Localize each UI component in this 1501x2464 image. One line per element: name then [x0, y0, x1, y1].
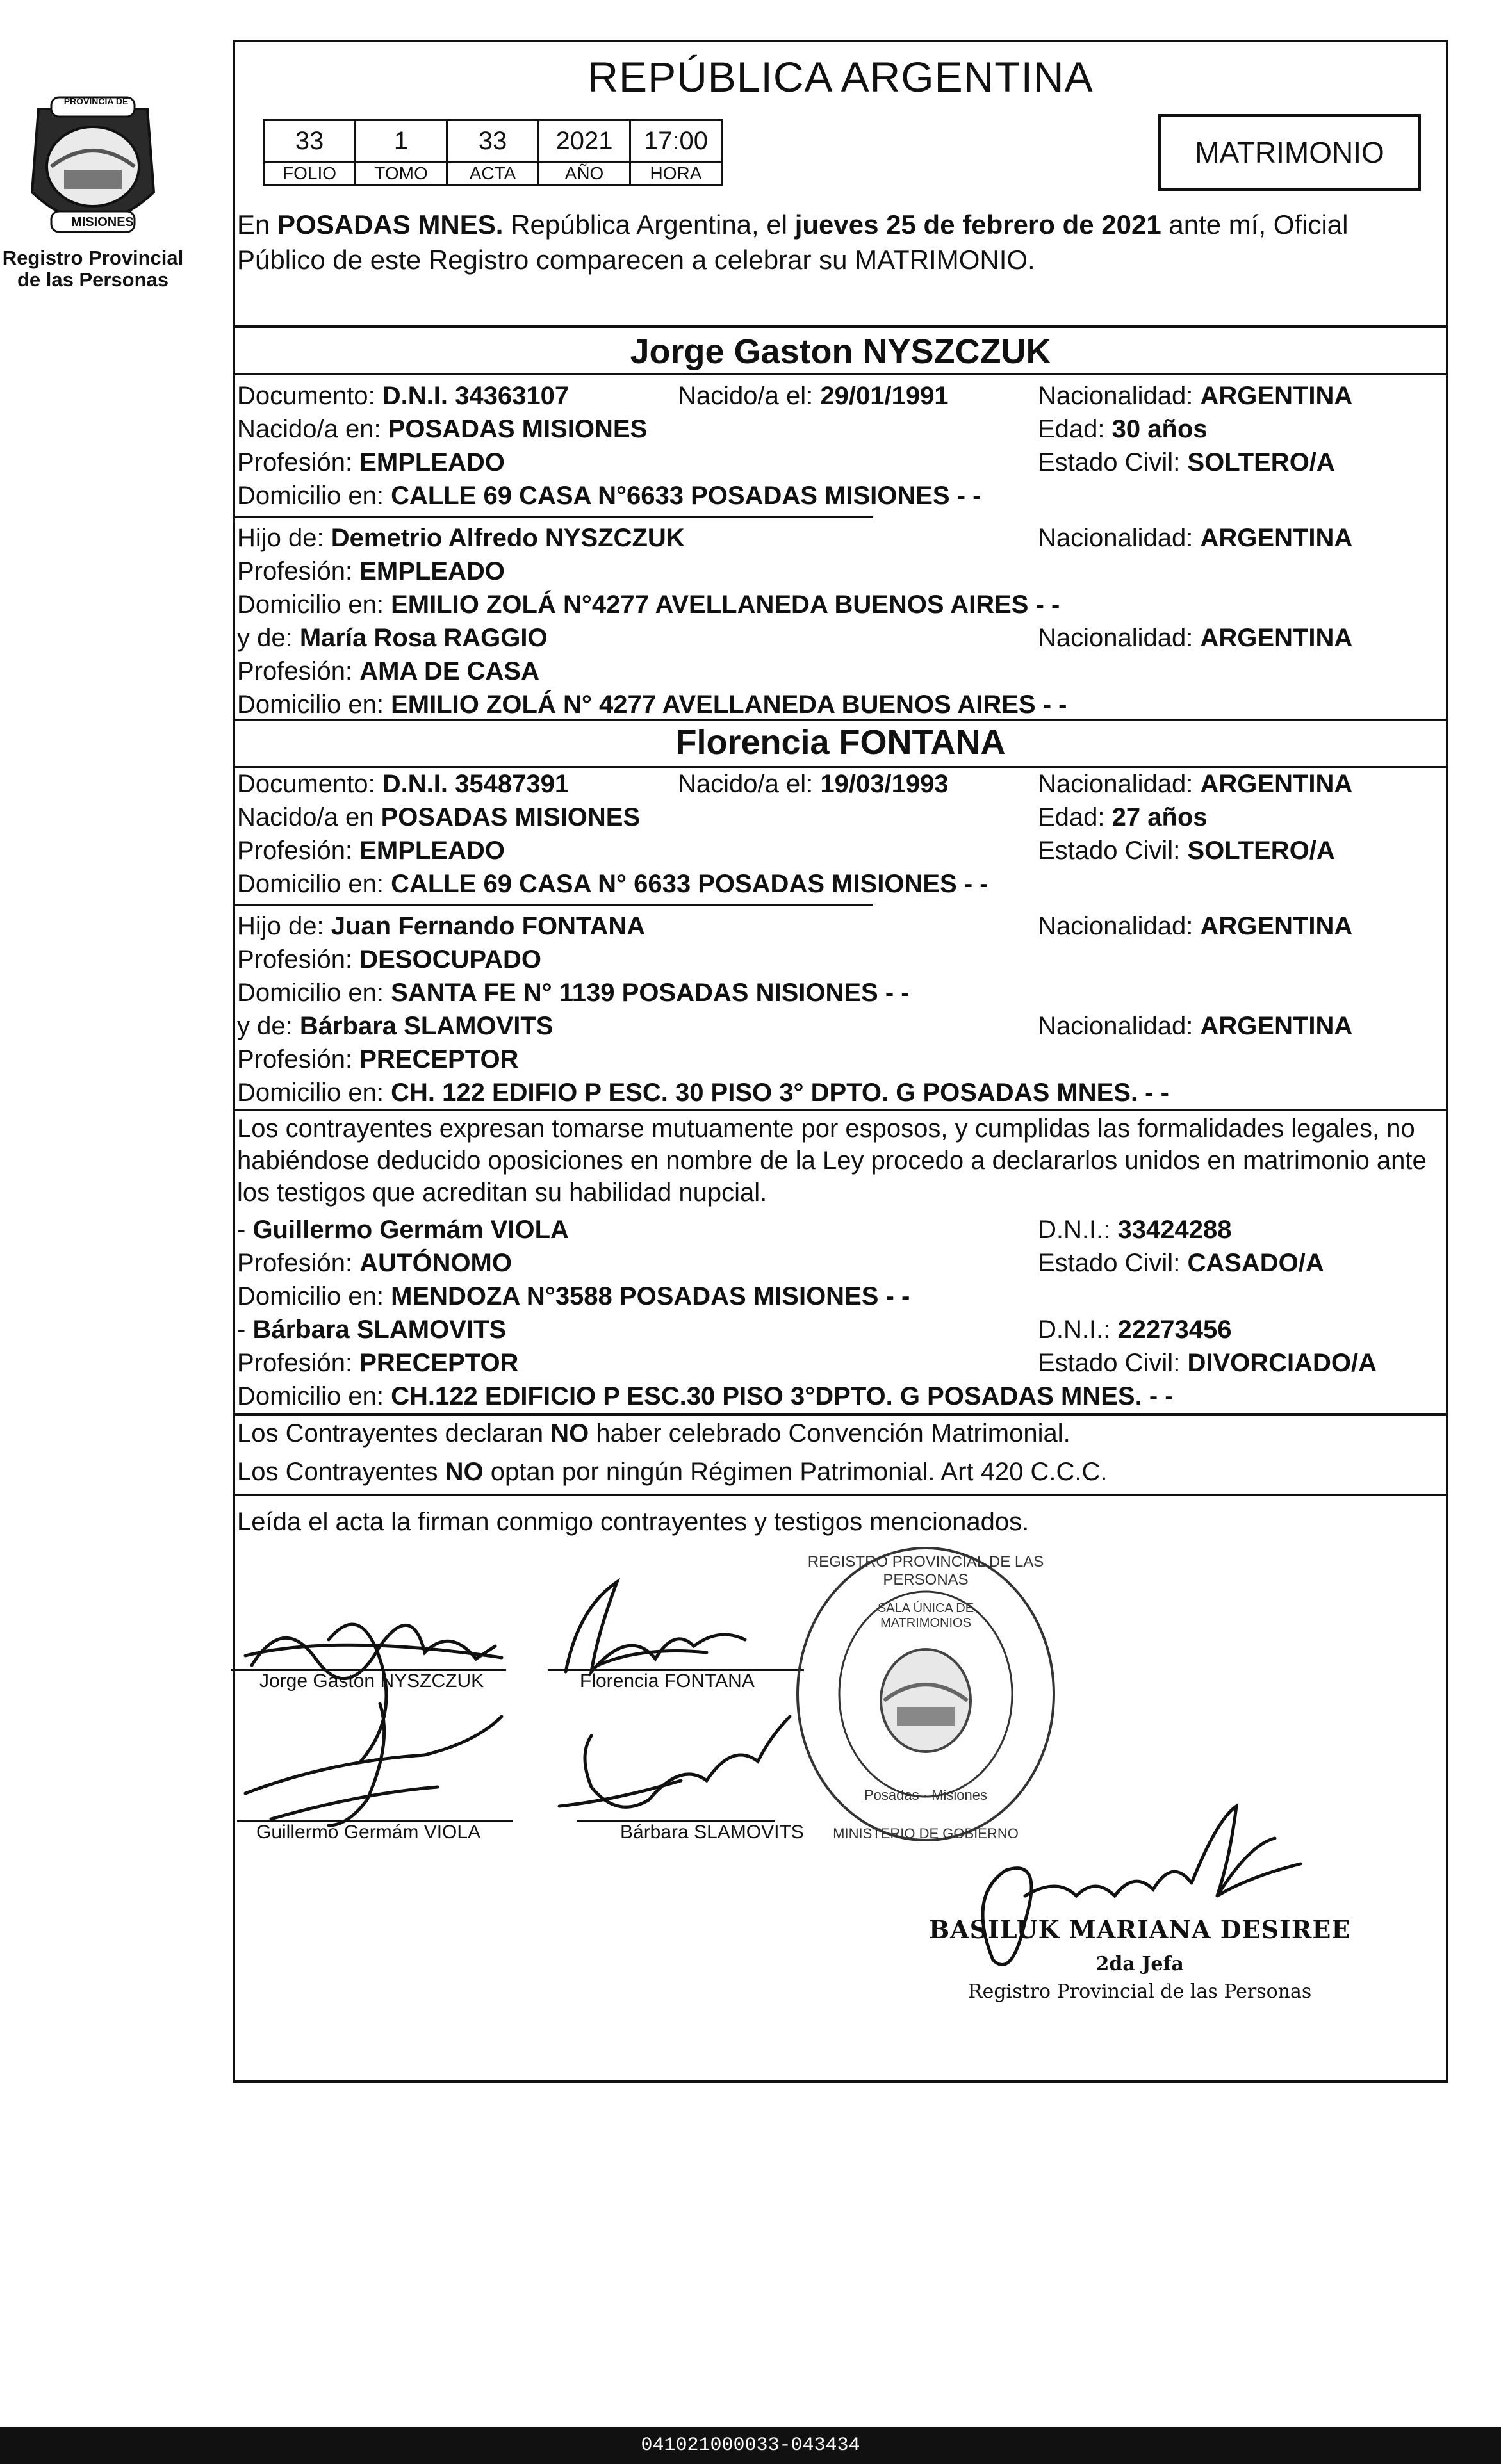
intro-line-2: Público de este Registro comparecen a celebrar su MATRIMONIO.	[237, 245, 1035, 275]
spouse1-mother-profession	[237, 655, 539, 688]
text: Los Contrayentes declaran	[237, 1419, 551, 1448]
folio-value: 33	[264, 120, 356, 162]
spouse1-nationality	[1038, 379, 1352, 412]
value: CALLE 69 CASA N° 6633 POSADAS MISIONES - -	[391, 870, 988, 898]
label: Profesión:	[237, 1349, 353, 1377]
divider	[233, 373, 1448, 375]
value: ARGENTINA	[1200, 770, 1353, 798]
logo-caption-line1: Registro Provincial	[2, 247, 184, 269]
regime-line-1	[237, 1417, 1070, 1450]
witness1-civil-status	[1038, 1246, 1324, 1280]
signature-label-spouse1: Jorge Gaston NYSZCZUK	[259, 1670, 484, 1692]
value: AMA DE CASA	[359, 657, 539, 685]
intro-line-1	[237, 208, 1348, 241]
label: Domicilio en:	[237, 482, 384, 510]
label: Profesión:	[237, 657, 353, 685]
signature-label-witness2: Bárbara SLAMOVITS	[620, 1822, 804, 1843]
closing-text: Leída el acta la firman conmigo contrayentes y testigos mencionados.	[237, 1508, 1029, 1536]
stamp-inner-text: SALA ÚNICA DE MATRIMONIOS	[877, 1601, 974, 1630]
value: 29/01/1991	[820, 382, 949, 410]
label: Nacionalidad:	[1038, 382, 1193, 410]
label: Nacido/a en	[237, 803, 374, 831]
value: ARGENTINA	[1200, 382, 1353, 410]
label: D.N.I.:	[1038, 1216, 1111, 1244]
label: Estado Civil:	[1038, 836, 1181, 865]
spouse1-document	[237, 379, 569, 412]
label: Edad:	[1038, 803, 1105, 831]
intro-date: jueves 25 de febrero de 2021	[794, 209, 1161, 240]
label: Hijo de:	[237, 524, 324, 552]
spouse1-father-nationality	[1038, 521, 1352, 555]
value: CH. 122 EDIFIO P ESC. 30 PISO 3° DPTO. G POSADAS MNES. - -	[391, 1079, 1169, 1107]
label: -	[237, 1316, 253, 1344]
regime-line-2	[237, 1455, 1108, 1489]
label: Profesión:	[237, 1249, 353, 1277]
value: POSADAS MISIONES	[388, 415, 648, 443]
label: Nacionalidad:	[1038, 1012, 1193, 1040]
spouse1-mother-address	[237, 688, 1067, 721]
spouse2-born	[678, 767, 949, 801]
record-type: MATRIMONIO	[1195, 136, 1384, 169]
document-title: REPÚBLICA ARGENTINA	[587, 53, 1094, 101]
value: EMPLEADO	[359, 557, 505, 585]
declaration-line-1: Los contrayentes expresan tomarse mutuamente por esposos, y cumplidas las formalidades legales, no	[237, 1114, 1415, 1143]
spouse1-age	[1038, 412, 1208, 446]
value: CH.122 EDIFICIO P ESC.30 PISO 3°DPTO. G POSADAS MNES. - -	[391, 1382, 1174, 1410]
label: D.N.I.:	[1038, 1316, 1111, 1344]
stamp-outer-text: REGISTRO PROVINCIAL DE LAS PERSONAS	[807, 1553, 1044, 1588]
anio-label: AÑO	[539, 162, 630, 186]
document-code-bar	[0, 2427, 1501, 2464]
label: Nacido/a el:	[678, 770, 814, 798]
value: ARGENTINA	[1200, 912, 1353, 940]
spouse2-profession	[237, 834, 505, 867]
value: SANTA FE N° 1139 POSADAS NISIONES - -	[391, 979, 910, 1007]
value: D.N.I. 35487391	[382, 770, 570, 798]
spouse1-mother	[237, 621, 548, 655]
label: Domicilio en:	[237, 870, 384, 898]
label: Domicilio en:	[237, 979, 384, 1007]
spouse1-address	[237, 479, 981, 512]
intro-text: ante mí, Oficial	[1161, 209, 1349, 240]
divider	[233, 1413, 1448, 1416]
label: Estado Civil:	[1038, 448, 1181, 477]
value: 30 años	[1111, 415, 1208, 443]
text: NO	[550, 1419, 589, 1448]
witness1-dni	[1038, 1213, 1231, 1246]
value: ARGENTINA	[1200, 1012, 1353, 1040]
value: D.N.I. 34363107	[382, 382, 570, 410]
official-name: BASILUK MARIANA DESIREE	[929, 1915, 1351, 1944]
spouse2-address	[237, 867, 988, 901]
spouse2-document	[237, 767, 569, 801]
intro-text: República Argentina, el	[503, 209, 795, 240]
value: 19/03/1993	[820, 770, 949, 798]
official-role: 2da Jefa	[1095, 1953, 1184, 1975]
value: Guillermo Germám VIOLA	[252, 1216, 569, 1244]
witness2-civil-status	[1038, 1346, 1377, 1380]
logo-caption-line2: de las Personas	[17, 268, 169, 291]
value: EMILIO ZOLÁ N°4277 AVELLANEDA BUENOS AIRES - -	[391, 591, 1060, 619]
label: Edad:	[1038, 415, 1105, 443]
label: Nacido/a en:	[237, 415, 381, 443]
value: CASADO/A	[1187, 1249, 1324, 1277]
logo-text-top: PROVINCIA DE	[63, 96, 129, 106]
spouse2-age	[1038, 801, 1208, 834]
label: -	[237, 1216, 253, 1244]
spouse2-father-profession	[237, 943, 541, 976]
label: Nacido/a el:	[678, 382, 814, 410]
value: POSADAS MISIONES	[381, 803, 641, 831]
spouse2-nationality	[1038, 767, 1352, 801]
hora-label: HORA	[630, 162, 722, 186]
spouse2-father-address	[237, 976, 910, 1009]
divider	[233, 1109, 1448, 1111]
value: María Rosa RAGGIO	[299, 624, 548, 652]
record-type-box	[1158, 114, 1421, 191]
spouse2-mother	[237, 1009, 554, 1043]
intro-text: En	[237, 209, 278, 240]
value: DIVORCIADO/A	[1187, 1349, 1377, 1377]
value: PRECEPTOR	[359, 1349, 519, 1377]
value: ARGENTINA	[1200, 524, 1353, 552]
value: DESOCUPADO	[359, 945, 541, 974]
label: Estado Civil:	[1038, 1349, 1181, 1377]
spouse1-father	[237, 521, 685, 555]
witness2-address	[237, 1380, 1174, 1413]
intro-place: POSADAS MNES.	[277, 209, 504, 240]
label: y de:	[237, 1012, 293, 1040]
divider	[233, 904, 873, 906]
label: Nacionalidad:	[1038, 770, 1193, 798]
tomo-label: TOMO	[356, 162, 447, 186]
acta-label: ACTA	[447, 162, 539, 186]
spouse2-father-nationality	[1038, 910, 1352, 943]
label: Domicilio en:	[237, 591, 384, 619]
label: Domicilio en:	[237, 1079, 384, 1107]
divider	[233, 719, 1448, 721]
official-office: Registro Provincial de las Personas	[968, 1980, 1312, 2003]
signature-label-witness1: Guillermo Germám VIOLA	[256, 1822, 481, 1843]
label: Hijo de:	[237, 912, 324, 940]
record-table	[263, 119, 723, 186]
text: Los Contrayentes	[237, 1458, 445, 1486]
witness1-profession	[237, 1246, 512, 1280]
spouse2-father	[237, 910, 645, 943]
text: haber celebrado Convención Matrimonial.	[589, 1419, 1070, 1448]
value: Bárbara SLAMOVITS	[299, 1012, 554, 1040]
spouse1-birthplace	[237, 412, 647, 446]
witness1-address	[237, 1280, 910, 1313]
spouse2-birthplace	[237, 801, 640, 834]
witness2-profession	[237, 1346, 518, 1380]
value: Juan Fernando FONTANA	[331, 912, 646, 940]
tomo-value: 1	[356, 120, 447, 162]
label: Nacionalidad:	[1038, 624, 1193, 652]
logo-text-bottom: MISIONES	[71, 215, 134, 229]
value: 27 años	[1111, 803, 1208, 831]
label: Estado Civil:	[1038, 1249, 1181, 1277]
document-code: 041021000033-043434	[641, 2435, 860, 2456]
label: y de:	[237, 624, 293, 652]
divider	[233, 516, 873, 518]
value: EMPLEADO	[359, 448, 505, 477]
label: Nacionalidad:	[1038, 524, 1193, 552]
hora-value: 17:00	[630, 120, 722, 162]
declaration-line-2: habiéndose deducido oposiciones en nombre de la Ley procedo a declararlos unidos en matrimonio ante	[237, 1146, 1427, 1175]
logo-caption	[0, 247, 186, 291]
divider	[233, 1494, 1448, 1496]
label: Profesión:	[237, 1045, 353, 1073]
label: Nacionalidad:	[1038, 912, 1193, 940]
declaration-line-3: los testigos que acreditan su habilidad nupcial.	[237, 1179, 767, 1207]
witness2-dni	[1038, 1313, 1231, 1346]
anio-value: 2021	[539, 120, 630, 162]
stamp-inner-bottom: Posadas · Misiones	[864, 1787, 987, 1803]
label: Profesión:	[237, 557, 353, 585]
spouse1-name-heading: Jorge Gaston NYSZCZUK	[630, 332, 1051, 371]
spouse2-mother-nationality	[1038, 1009, 1352, 1043]
spouse2-civil-status	[1038, 834, 1335, 867]
label: Profesión:	[237, 945, 353, 974]
value: EMPLEADO	[359, 836, 505, 865]
value: PRECEPTOR	[359, 1045, 519, 1073]
signature-label-spouse2: Florencia FONTANA	[580, 1670, 755, 1692]
label: Profesión:	[237, 448, 353, 477]
spouse1-born	[678, 379, 949, 412]
witness1-name	[237, 1213, 569, 1246]
acta-value: 33	[447, 120, 539, 162]
spouse2-name-heading: Florencia FONTANA	[675, 723, 1006, 762]
value: AUTÓNOMO	[359, 1249, 512, 1277]
value: Demetrio Alfredo NYSZCZUK	[331, 524, 685, 552]
value: EMILIO ZOLÁ N° 4277 AVELLANEDA BUENOS AIRES - -	[391, 690, 1067, 719]
spouse1-civil-status	[1038, 446, 1335, 479]
folio-label: FOLIO	[264, 162, 356, 186]
official-block	[929, 1915, 1350, 2003]
value: SOLTERO/A	[1187, 448, 1335, 477]
value: Bárbara SLAMOVITS	[252, 1316, 507, 1344]
witness2-name	[237, 1313, 506, 1346]
text: optan por ningún Régimen Patrimonial. Art 420 C.C.C.	[483, 1458, 1108, 1486]
label: Domicilio en:	[237, 1382, 384, 1410]
divider	[233, 325, 1448, 328]
stamp-outer-bottom: MINISTERIO DE GOBIERNO	[833, 1825, 1019, 1841]
label: Documento:	[237, 382, 375, 410]
spouse2-mother-profession	[237, 1043, 518, 1076]
value: 33424288	[1117, 1216, 1232, 1244]
value: ARGENTINA	[1200, 624, 1353, 652]
label: Domicilio en:	[237, 690, 384, 719]
label: Documento:	[237, 770, 375, 798]
spouse1-profession	[237, 446, 505, 479]
spouse2-mother-address	[237, 1076, 1169, 1109]
value: MENDOZA N°3588 POSADAS MISIONES - -	[391, 1282, 910, 1310]
value: SOLTERO/A	[1187, 836, 1335, 865]
label: Profesión:	[237, 836, 353, 865]
spouse1-father-profession	[237, 555, 505, 588]
text: NO	[445, 1458, 484, 1486]
label: Domicilio en:	[237, 1282, 384, 1310]
spouse1-father-address	[237, 588, 1060, 621]
value: CALLE 69 CASA N°6633 POSADAS MISIONES - -	[391, 482, 981, 510]
spouse1-mother-nationality	[1038, 621, 1352, 655]
value: 22273456	[1117, 1316, 1232, 1344]
